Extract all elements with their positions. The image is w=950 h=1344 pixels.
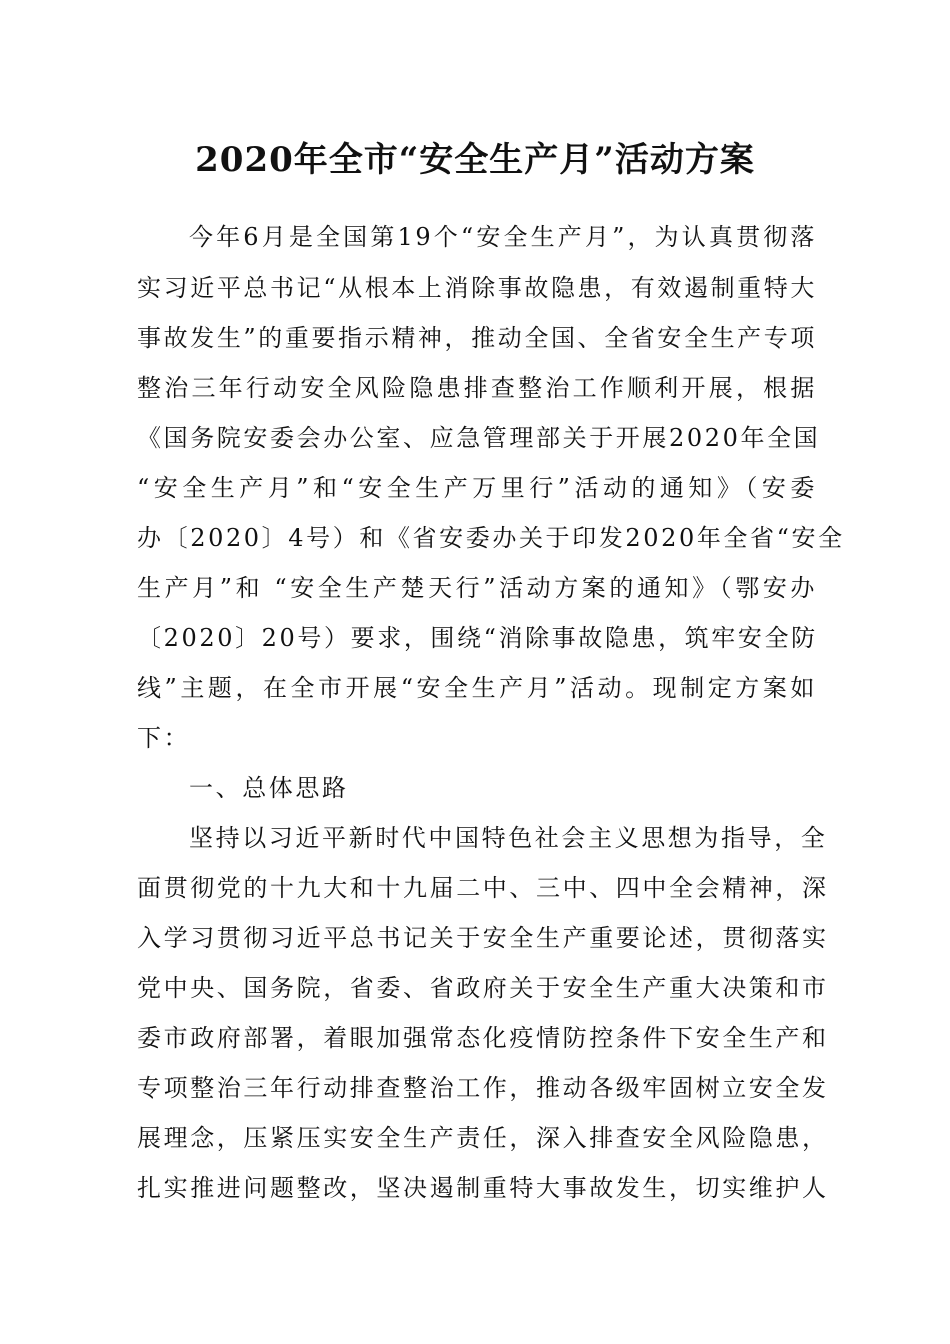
text-line: 入学习贯彻习近平总书记关于安全生产重要论述，贯彻落实 bbox=[137, 924, 829, 952]
text-line: 事故发生”的重要指示精神，推动全国、全省安全生产专项 bbox=[137, 324, 817, 352]
text-line: 坚持以习近平新时代中国特色社会主义思想为指导，全 bbox=[189, 824, 828, 852]
text-line: 整治三年行动安全风险隐患排查整治工作顺利开展，根据 bbox=[137, 374, 817, 402]
text-line: 扎实推进问题整改，坚决遏制重特大事故发生，切实维护人 bbox=[137, 1174, 829, 1202]
text-line: 实习近平总书记“从根本上消除事故隐患，有效遏制重特大 bbox=[137, 274, 817, 302]
text-line: 〔2020〕20号）要求，围绕“消除事故隐患，筑牢安全防 bbox=[137, 624, 818, 652]
text-line: 《国务院安委会办公室、应急管理部关于开展2020年全国 bbox=[137, 424, 821, 452]
text-line: 党中央、国务院，省委、省政府关于安全生产重大决策和市 bbox=[137, 974, 829, 1002]
text-line: 生产月”和 “安全生产楚天行”活动方案的通知》（鄂安办 bbox=[137, 574, 817, 602]
text-line: 今年6月是全国第19个“安全生产月”，为认真贯彻落 bbox=[189, 223, 817, 251]
text-line: 下： bbox=[137, 724, 191, 752]
text-line: 办〔2020〕4号）和《省安委办关于印发2020年全省“安全 bbox=[137, 524, 845, 552]
text-line: 线”主题，在全市开展“安全生产月”活动。现制定方案如 bbox=[137, 674, 817, 702]
text-line: 委市政府部署，着眼加强常态化疫情防控条件下安全生产和 bbox=[137, 1024, 829, 1052]
text-line: 面贯彻党的十九大和十九届二中、三中、四中全会精神，深 bbox=[137, 874, 829, 902]
text-line: 展理念，压紧压实安全生产责任，深入排查安全风险隐患， bbox=[137, 1124, 829, 1152]
text-line: 专项整治三年行动排查整治工作，推动各级牢固树立安全发 bbox=[137, 1074, 829, 1102]
document-title: 2020年全市“安全生产月”活动方案 bbox=[195, 140, 755, 180]
section-heading: 一、总体思路 bbox=[189, 774, 349, 802]
text-line: “安全生产月”和“安全生产万里行”活动的通知》（安委 bbox=[137, 474, 817, 502]
